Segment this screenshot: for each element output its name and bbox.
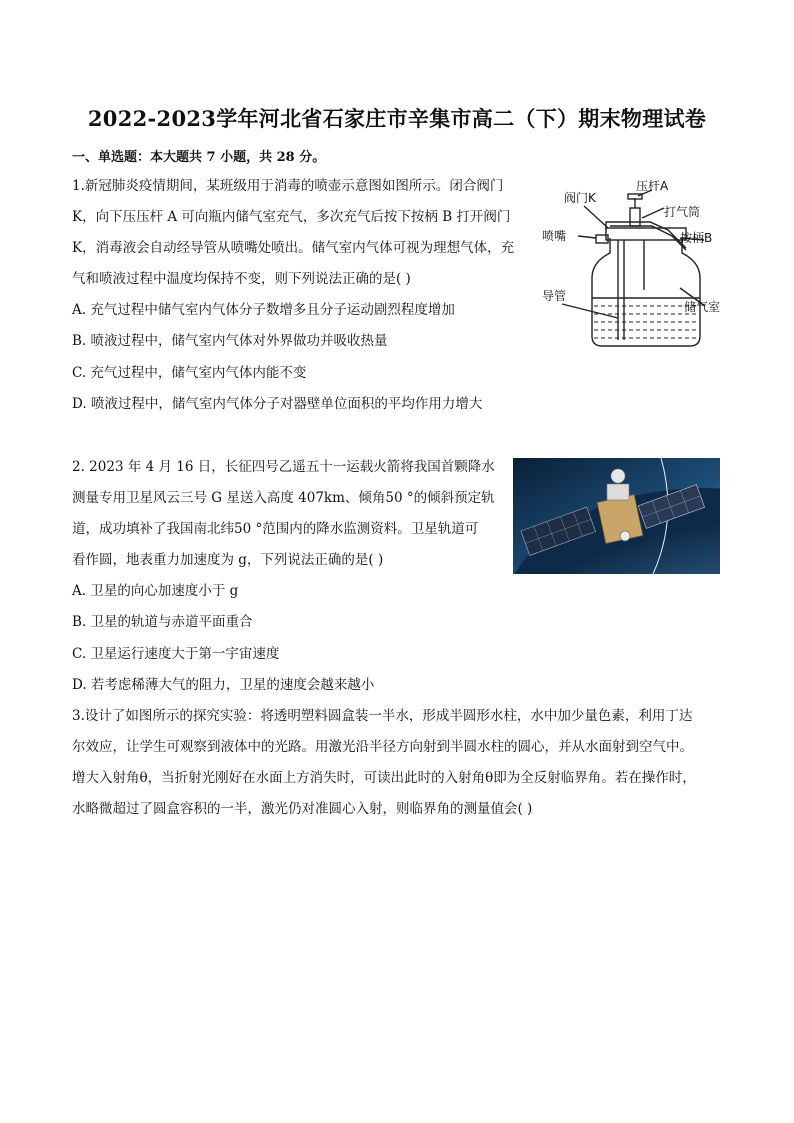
q2-option-d: D. 若考虑稀薄大气的阻力，卫星的速度会越来越小 <box>72 677 375 693</box>
label-tube: 导管 <box>542 289 567 303</box>
q1-option-c: C. 充气过程中，储气室内气体内能不变 <box>72 365 307 381</box>
q2-line-4: 看作圆，地表重力加速度为 g，下列说法正确的是( ) <box>72 552 384 568</box>
q2-option-c: C. 卫星运行速度大于第一宇宙速度 <box>72 646 280 662</box>
q2-line-1: 2. 2023 年 4 月 16 日，长征四号乙遥五十一运载火箭将我国首颗降水 <box>72 459 495 475</box>
q1-line-1: 1.新冠肺炎疫情期间，某班级用于消毒的喷壶示意图如图所示。闭合阀门 <box>72 178 504 194</box>
label-rod: 压杆A <box>636 179 669 193</box>
q1-line-2: K，向下压压杆 A 可向瓶内储气室充气，多次充气后按下按柄 B 打开阀门 <box>72 209 511 225</box>
q1-line-3: K，消毒液会自动经导管从喷嘴处喷出。储气室内气体可视为理想气体，充 <box>72 240 515 256</box>
q1-line-4: 气和喷液过程中温度均保持不变，则下列说法正确的是( ) <box>72 271 411 287</box>
q2-option-b: B. 卫星的轨道与赤道平面重合 <box>72 614 253 630</box>
q1-option-a: A. 充气过程中储气室内气体分子数增多且分子运动剧烈程度增加 <box>72 302 455 318</box>
label-pump: 打气筒 <box>664 205 701 219</box>
label-valve: 阀门K <box>564 191 596 205</box>
q3-line-3: 增大入射角θ，当折射光刚好在水面上方消失时，可读出此时的入射角θ即为全反射临界角。若在操作时， <box>72 770 696 786</box>
label-nozzle: 喷嘴 <box>542 229 567 243</box>
page-title: 2022-2023学年河北省石家庄市辛集市高二（下）期末物理试卷 <box>87 106 707 131</box>
label-handle: 按柄B <box>680 231 713 245</box>
q2-line-3: 道，成功填补了我国南北纬50 °范围内的降水监测资料。卫星轨道可 <box>72 521 479 537</box>
satellite-image <box>513 458 720 574</box>
q1-option-b: B. 喷液过程中，储气室内气体对外界做功并吸收热量 <box>72 333 388 349</box>
q2-line-2: 测量专用卫星风云三号 G 星送入高度 407km、倾角50 °的倾斜预定轨 <box>72 490 495 506</box>
q1-option-d: D. 喷液过程中，储气室内气体分子对器壁单位面积的平均作用力增大 <box>72 396 483 412</box>
label-chamber: 储气室 <box>684 300 721 314</box>
q3-line-1: 3.设计了如图所示的探究实验：将透明塑料圆盒装一半水，形成半圆形水柱，水中加少量色素，利用丁达 <box>72 708 693 724</box>
q3-line-4: 水略微超过了圆盒容积的一半，激光仍对准圆心入射，则临界角的测量值会( ) <box>72 801 533 817</box>
section-heading: 一、单选题：本大题共 7 小题，共 28 分。 <box>72 150 326 165</box>
q3-line-2: 尔效应，让学生可观察到液体中的光路。用激光沿半径方向射到半圆水柱的圆心，并从水面射到空气中。 <box>72 739 693 755</box>
q2-option-a: A. 卫星的向心加速度小于 g <box>72 583 239 599</box>
spray-bottle-diagram <box>540 178 725 350</box>
